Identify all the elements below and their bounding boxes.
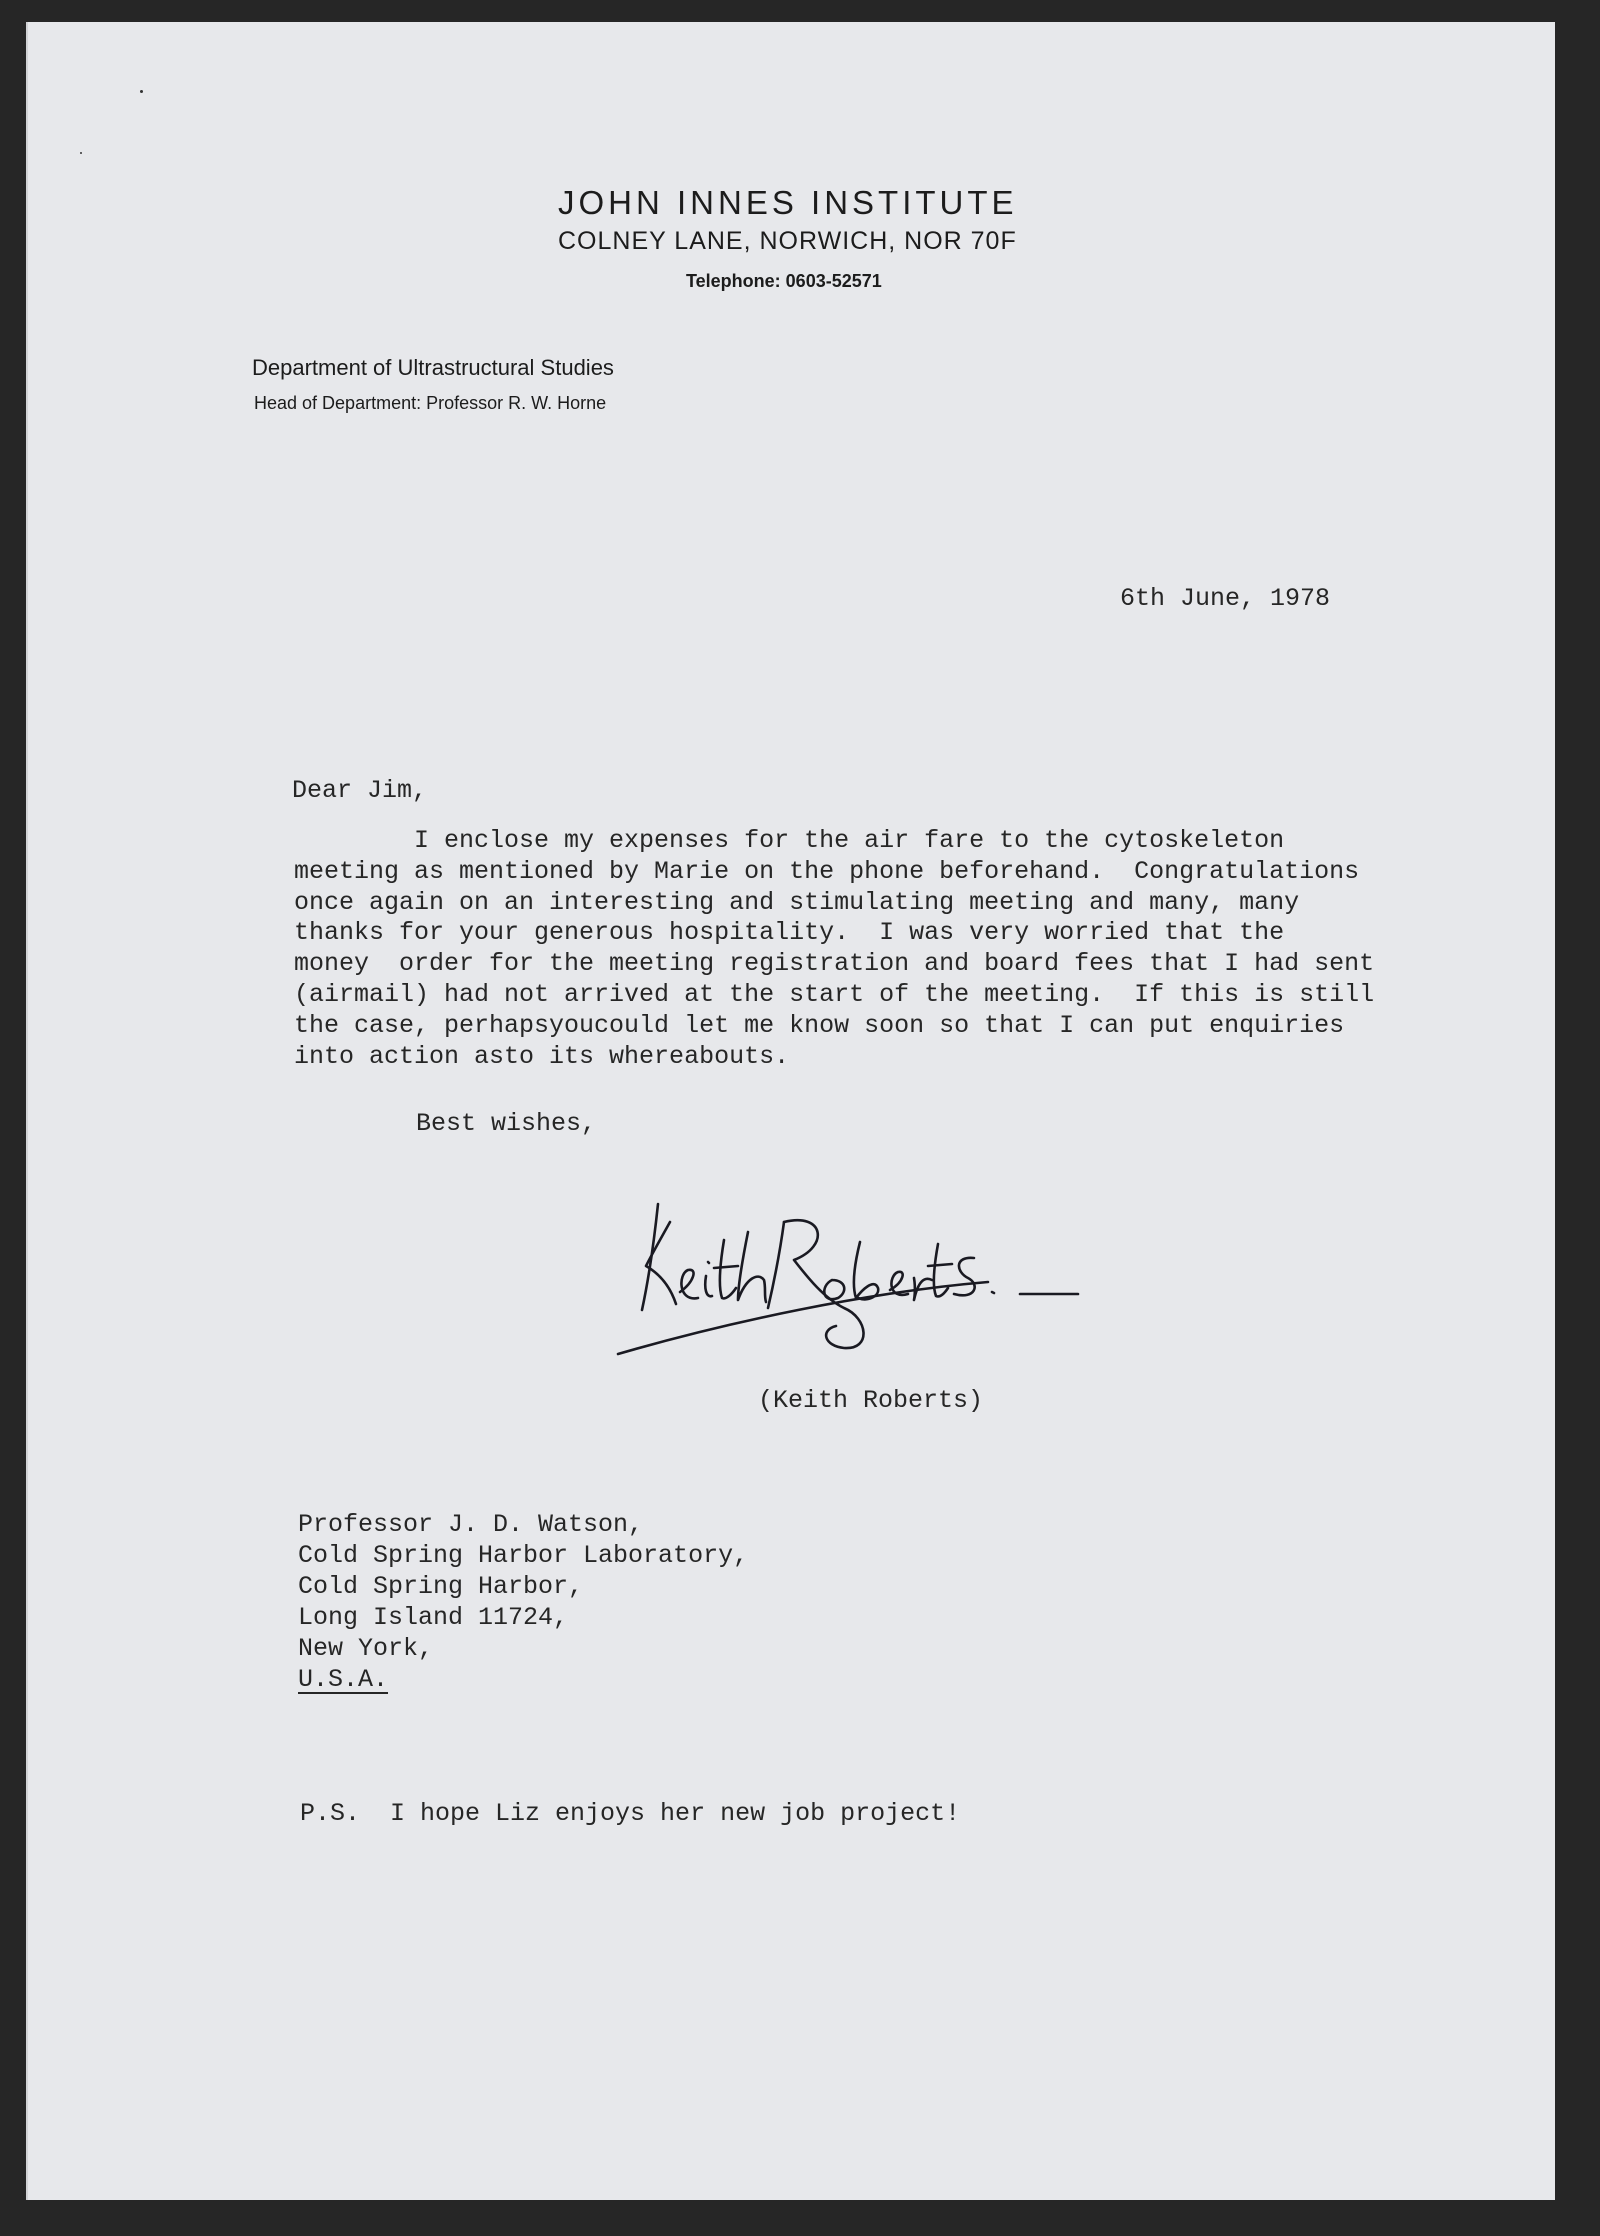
recipient-line: New York, [298,1634,434,1663]
paper-speck [140,90,143,93]
department-name: Department of Ultrastructural Studies [252,355,614,380]
letter-body [294,826,1374,1072]
body-line: (airmail) had not arrived at the start of the meeting. If this is still [294,979,1375,1009]
letter-date: 6th June, 1978 [1120,584,1331,613]
recipient-country: U.S.A. [298,1665,389,1694]
institute-telephone: Telephone: 0603-52571 [686,271,882,291]
institute-name: JOHN INNES INSTITUTE [558,184,1018,221]
head-of-department: Head of Department: Professor R. W. Horne [254,393,607,413]
body-line: once again on an interesting and stimulating meeting and many, many [294,887,1300,917]
paper-speck [80,152,82,154]
recipient-line: Cold Spring Harbor Laboratory, [298,1541,749,1570]
body-line: money order for the meeting registration and board fees that I had sent [294,949,1375,979]
body-line: the case, perhapsyoucould let me know soon so that I can put enquiries [294,1010,1345,1040]
body-line: thanks for your generous hospitality. I was very worried that the [294,918,1285,948]
recipient-line: Long Island 11724, [298,1603,569,1632]
closing: Best wishes, [416,1109,597,1138]
letter-page [26,22,1555,2200]
postscript: P.S. I hope Liz enjoys her new job project! [300,1799,961,1828]
recipient-address [298,1509,748,1695]
typed-signature-name: (Keith Roberts) [758,1386,984,1415]
body-line: meeting as mentioned by Marie on the phone beforehand. Congratulations [294,856,1360,886]
body-line: I enclose my expenses for the air fare to the cytoskeleton [294,826,1285,855]
recipient-line: Professor J. D. Watson, [298,1510,644,1539]
handwritten-signature [608,1182,1108,1362]
institute-address: COLNEY LANE, NORWICH, NOR 70F [558,227,1017,255]
body-line: into action asto its whereabouts. [294,1041,790,1071]
recipient-line: Cold Spring Harbor, [298,1572,584,1601]
salutation: Dear Jim, [292,776,428,805]
